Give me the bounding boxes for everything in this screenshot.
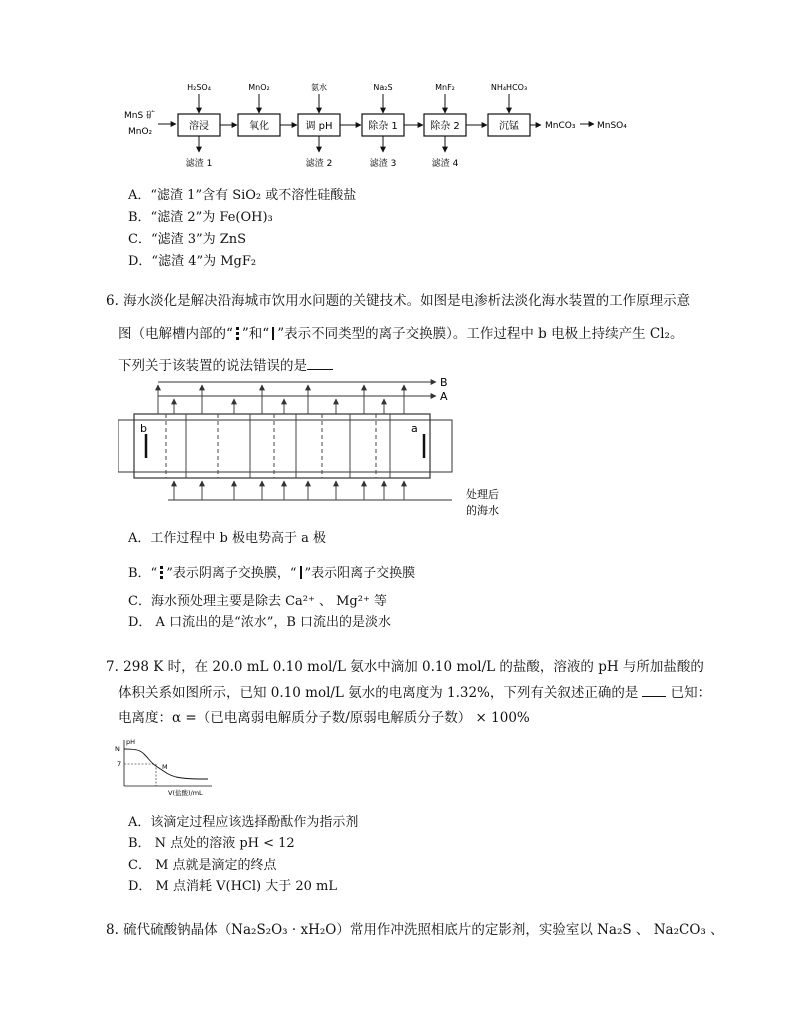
flow-step-label: 氧化 <box>249 121 269 132</box>
q7-stem-line2: 体积关系如图所示，已知 0.10 mol/L 氨水的电离度为 1.32%，下列有关叙述正确的是 已知： <box>118 685 712 701</box>
outlet-a-label: A <box>440 390 448 403</box>
dashed-membrane-glyph <box>236 327 239 340</box>
outlet-b-label: B <box>440 376 448 389</box>
q6-option-c: C．海水预处理主要是除去 Ca²⁺ 、 Mg²⁺ 等 <box>128 594 387 609</box>
flow-reagent-label: 氨水 <box>311 83 327 92</box>
flow-reagent-label: MnO₂ <box>248 83 270 92</box>
input-mno2: MnO₂ <box>128 127 153 137</box>
graph-point-n: N <box>115 745 120 753</box>
electrode-b-label: b <box>140 422 147 435</box>
solid-membrane-glyph <box>300 566 302 579</box>
flow-reagent-label: Na₂S <box>373 83 393 92</box>
q6-stem-line1: 6. 海水淡化是解决沿海城市饮用水问题的关键技术。如图是电渗析法淡化海水装置的工作原理示意 <box>106 293 691 309</box>
q5-option-b: B．“滤渣 2”为 Fe(OH)₃ <box>128 210 273 225</box>
electrode-a-label: a <box>411 422 418 435</box>
q5-option-d: D．“滤渣 4”为 MgF₂ <box>128 254 257 269</box>
flow-step-label: 除杂 1 <box>368 121 398 132</box>
q7-option-b: B． N 点处的溶液 pH < 12 <box>128 836 295 851</box>
q6-option-a: A．工作过程中 b 极电势高于 a 极 <box>128 531 326 546</box>
flow-step-label: 溶浸 <box>189 121 209 132</box>
graph-xlabel: V(盐酸)/mL <box>168 789 203 797</box>
solid-membrane-glyph <box>272 327 274 340</box>
q5-option-c: C．“滤渣 3”为 ZnS <box>128 232 247 247</box>
graph-point-m: M <box>162 763 168 771</box>
electrodialysis-diagram <box>118 372 518 520</box>
q6-stem-line2: 图（电解槽内部的“ ”和“ ”表示不同类型的离子交换膜）。工作过程中 b 电极上持续产生 Cl₂。 <box>118 326 684 342</box>
flow-step-label: 沉锰 <box>499 121 519 132</box>
input-mns: MnS 矿 <box>124 111 156 121</box>
process-flowchart <box>120 76 660 176</box>
q6-stem-line3: 下列关于该装置的说法错误的是 <box>118 354 333 374</box>
q7-option-c: C． M 点就是滴定的终点 <box>128 858 277 873</box>
q5-option-a: A．“滤渣 1”含有 SiO₂ 或不溶性硅酸盐 <box>128 188 357 203</box>
flow-residue-label: 滤渣 1 <box>185 159 213 169</box>
flow-reagent-label: H₂SO₄ <box>187 83 211 92</box>
flow-residue-label: 滤渣 4 <box>431 159 459 169</box>
inlet-label-1: 处理后 <box>466 488 499 501</box>
q7-stem-line3: 电离度：α =（已电离弱电解质分子数/原弱电解质分子数） × 100% <box>118 710 530 726</box>
q8-stem-line1: 8. 硫代硫酸钠晶体（Na₂S₂O₃ · xH₂O）常用作冲洗照相底片的定影剂，实验室以 Na₂S 、 Na₂CO₃ 、 <box>106 922 724 938</box>
q6-option-b: B．“ ”表示阴离子交换膜，“ ”表示阳离子交换膜 <box>128 566 416 581</box>
flow-residue-label: 滤渣 2 <box>305 159 333 169</box>
flow-residue-label: 滤渣 3 <box>369 159 397 169</box>
q6-option-d: D． A 口流出的是“浓水”，B 口流出的是淡水 <box>128 615 392 630</box>
graph-seven: 7 <box>117 760 122 768</box>
flow-reagent-label: MnF₂ <box>435 83 455 92</box>
q7-stem-line1: 7. 298 K 时，在 20.0 mL 0.10 mol/L 氨水中滴加 0.10 mol/L 的盐酸，溶液的 pH 与所加盐酸的 <box>106 659 704 675</box>
flow-reagent-label: NH₄HCO₃ <box>490 83 528 92</box>
product-mnco3: MnCO₃ <box>545 121 576 131</box>
q7-option-a: A．该滴定过程应该选择酚酞作为指示剂 <box>128 815 359 830</box>
dashed-membrane-glyph <box>160 566 163 579</box>
product-mnso4: MnSO₄ <box>597 121 627 131</box>
ph-titration-graph <box>110 736 220 798</box>
q7-option-d: D． M 点消耗 V(HCl) 大于 20 mL <box>128 879 338 894</box>
flow-step-label: 除杂 2 <box>430 121 460 132</box>
inlet-label-2: 的海水 <box>466 504 499 517</box>
graph-ylabel: pH <box>126 738 136 746</box>
flow-step-label: 调 pH <box>305 121 333 132</box>
